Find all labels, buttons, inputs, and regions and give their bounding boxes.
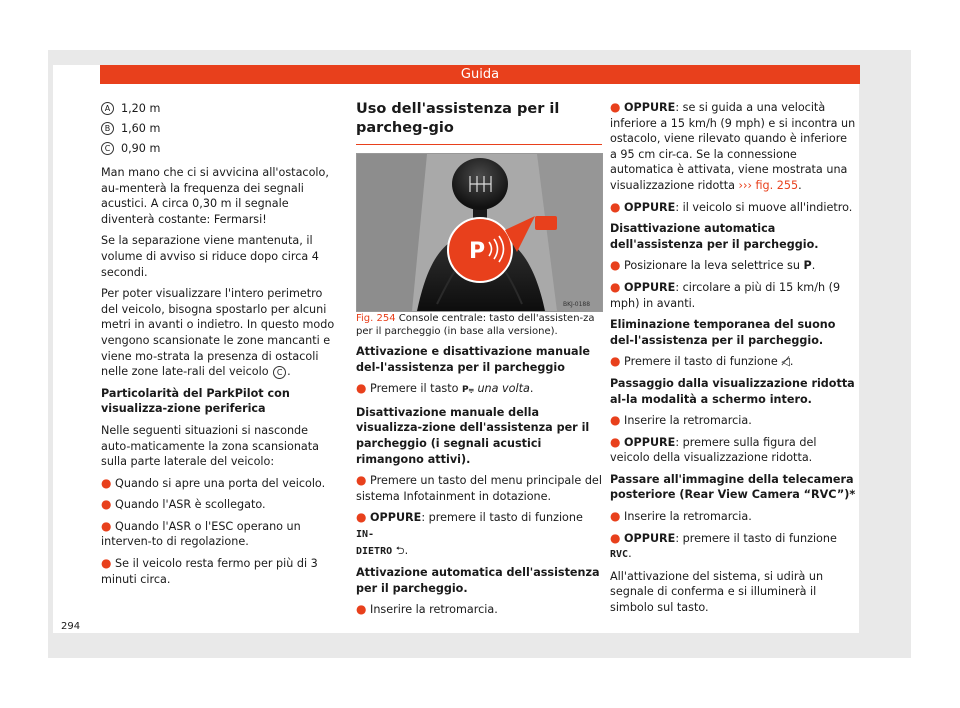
paragraph: Se la separazione viene mantenuta, il volume di avviso si riduce dopo circa 4 secondi. <box>101 234 319 279</box>
oppure-label: OPPURE <box>624 200 676 214</box>
bullet-text: Premere un tasto del menu principale del sistema Infotainment in dotazione. <box>356 474 602 503</box>
paragraph: Man mano che ci si avvicina all'ostacolo, au-menterà la frequenza dei segnali acustici. A circa 0,30 m il segnale diventerà costante: Fermarsi! <box>101 166 329 226</box>
bullet-item <box>610 435 856 466</box>
column-1 <box>101 100 339 593</box>
bullet-icon: ● <box>610 258 621 273</box>
bullet-text: Inserire la retromarcia. <box>624 414 752 428</box>
subheading: Passaggio dalla visualizzazione ridotta al-la modalità a schermo intero. <box>610 376 855 406</box>
distance-a <box>101 100 339 117</box>
bullet-icon: ● <box>101 497 112 512</box>
bullet-item <box>610 354 856 370</box>
p-button-label: P <box>469 239 486 264</box>
punctuation: . <box>404 543 409 557</box>
subheading: Attivazione automatica dell'assistenza per il parcheggio. <box>356 566 600 595</box>
subheading: Particolarità del ParkPilot con visualizza-zione periferica <box>101 386 290 416</box>
oppure-label: OPPURE <box>624 435 676 449</box>
bullet-icon: ● <box>610 199 621 214</box>
bullet-item <box>101 476 339 492</box>
column-3 <box>610 100 856 622</box>
figure-link[interactable]: ››› fig. 255 <box>738 178 799 192</box>
distance-value: 1,20 m <box>121 101 161 115</box>
bullet-text: Posizionare la leva selettrice su <box>624 259 800 273</box>
bullet-item <box>610 413 856 429</box>
bullet-item <box>356 473 602 504</box>
bullet-text: : il veicolo si muove all'indietro. <box>675 200 853 214</box>
punctuation: . <box>628 547 632 561</box>
punctuation: . <box>798 178 802 192</box>
punctuation: . <box>529 382 534 396</box>
back-arrow-icon: ⮌ <box>395 543 405 557</box>
distance-value: 1,60 m <box>121 121 161 135</box>
bullet-text: Premere il tasto <box>370 382 459 396</box>
bullet-icon: ● <box>610 354 621 369</box>
bullet-item <box>101 556 339 587</box>
subheading: Eliminazione temporanea del suono del-l'assistenza per il parcheggio. <box>610 318 836 347</box>
figure-code: BKJ-0188 <box>563 301 591 308</box>
bullet-icon: ● <box>610 279 621 294</box>
bullet-text: Inserire la retromarcia. <box>370 603 498 617</box>
subheading: Attivazione e disattivazione manuale del-l'assistenza per il parcheggio <box>356 345 591 374</box>
paragraph: All'attivazione del sistema, si udirà un segnale di conferma e si illuminerà il simbolo sul tasto. <box>610 569 824 615</box>
bullet-icon: ● <box>610 413 621 428</box>
bullet-item <box>610 100 856 194</box>
oppure-label: OPPURE <box>624 531 676 545</box>
bullet-text: : premere il tasto di funzione <box>421 511 583 525</box>
mute-icon: ◁̸ <box>781 355 790 369</box>
bullet-text: Quando l'ASR è scollegato. <box>115 498 266 512</box>
bullet-item <box>610 509 856 525</box>
punctuation: . <box>287 365 291 379</box>
rvc-function-key: RVC <box>610 549 629 561</box>
bullet-icon: ● <box>610 509 621 524</box>
console-illustration <box>357 154 602 311</box>
paragraph-text: Per poter visualizzare l'intero perimetro del veicolo, bisogna spostarlo per alcuni metri in avanti o indietro. In questo modo vengono scansionate le zone mancanti e viene mo-strata la presenza di ostacoli nelle zone late-rali del veicolo <box>101 287 335 379</box>
bullet-icon: ● <box>610 530 621 545</box>
letter-b-badge: B <box>101 122 114 135</box>
bullet-item <box>101 519 339 550</box>
punctuation: . <box>811 259 816 273</box>
emphasis: una volta <box>477 382 530 396</box>
function-key: DIETRO <box>356 545 393 557</box>
bullet-text: Quando l'ASR o l'ESC operano un interven-to di regolazione. <box>101 519 301 549</box>
oppure-label: OPPURE <box>624 101 676 114</box>
letter-c-badge: C <box>273 366 286 379</box>
paragraph: Nelle seguenti situazioni si nasconde auto-maticamente la zona scansionata sulla parte laterale del veicolo: <box>101 423 320 469</box>
figure-caption <box>356 312 602 338</box>
page-header: Guida <box>100 65 860 84</box>
column-2 <box>356 100 602 624</box>
figure-254 <box>356 153 603 312</box>
bullet-text: Inserire la retromarcia. <box>624 510 752 524</box>
subheading: Passare all'immagine della telecamera posteriore (Rear View Camera “RVC”)* <box>610 472 856 502</box>
oppure-label: OPPURE <box>370 511 422 525</box>
parking-sensor-icon: P⩦ <box>462 385 474 396</box>
bullet-icon: ● <box>101 475 112 490</box>
caption-label: Fig. 254 <box>356 313 396 324</box>
caption-text: Console centrale: tasto dell'assisten-za per il parcheggio (in base alla versione). <box>356 313 595 337</box>
bullet-icon: ● <box>356 510 367 525</box>
bullet-text: : premere sulla figura del veicolo della visualizzazione ridotta. <box>610 435 817 465</box>
bullet-item <box>356 510 602 559</box>
letter-a-badge: A <box>101 102 114 115</box>
bullet-icon: ● <box>610 100 621 114</box>
punctuation: . <box>789 355 794 369</box>
paragraph <box>101 286 339 380</box>
gear-p-label: P <box>803 259 812 273</box>
function-key: IN- <box>356 528 375 540</box>
bullet-icon: ● <box>101 556 112 571</box>
section-title: Uso dell'assistenza per il parcheg-gio <box>356 100 602 145</box>
distance-b <box>101 120 339 137</box>
oppure-label: OPPURE <box>624 280 676 294</box>
bullet-text: Se il veicolo resta fermo per più di 3 minuti circa. <box>101 557 318 586</box>
bullet-icon: ● <box>356 473 367 488</box>
page-number: 294 <box>61 621 81 632</box>
distance-value: 0,90 m <box>121 141 161 155</box>
bullet-text: Premere il tasto di funzione <box>624 355 778 369</box>
bullet-item <box>610 258 856 274</box>
bullet-item <box>356 602 602 618</box>
bullet-item <box>610 531 856 563</box>
bullet-item <box>101 497 339 513</box>
subheading: Disattivazione manuale della visualizza-zione dell'assistenza per il parcheggio (i segnali acustici rimangono attivi). <box>356 405 590 466</box>
bullet-item <box>610 200 856 216</box>
bullet-text: : se si guida a una velocità inferiore a 15 km/h (9 mph) e si incontra un ostacolo, viene rilevato quando è inferiore a 95 cm cir-ca. Se la connessione automatica è attivata, viene mostrata una visualizzazione ridotta <box>610 101 856 192</box>
bullet-text: : premere il tasto di funzione <box>675 531 837 545</box>
distance-c <box>101 140 339 157</box>
bullet-icon: ● <box>610 434 621 449</box>
bullet-item <box>610 280 856 311</box>
bullet-text: Quando si apre una porta del veicolo. <box>115 476 326 490</box>
bullet-icon: ● <box>101 518 112 533</box>
bullet-text: : circolare a più di 15 km/h (9 mph) in avanti. <box>610 280 841 310</box>
subheading: Disattivazione automatica dell'assistenza per il parcheggio. <box>610 222 819 251</box>
bullet-icon: ● <box>356 381 367 396</box>
bullet-item <box>356 381 602 399</box>
bullet-icon: ● <box>356 602 367 617</box>
letter-c-badge: C <box>101 142 114 155</box>
